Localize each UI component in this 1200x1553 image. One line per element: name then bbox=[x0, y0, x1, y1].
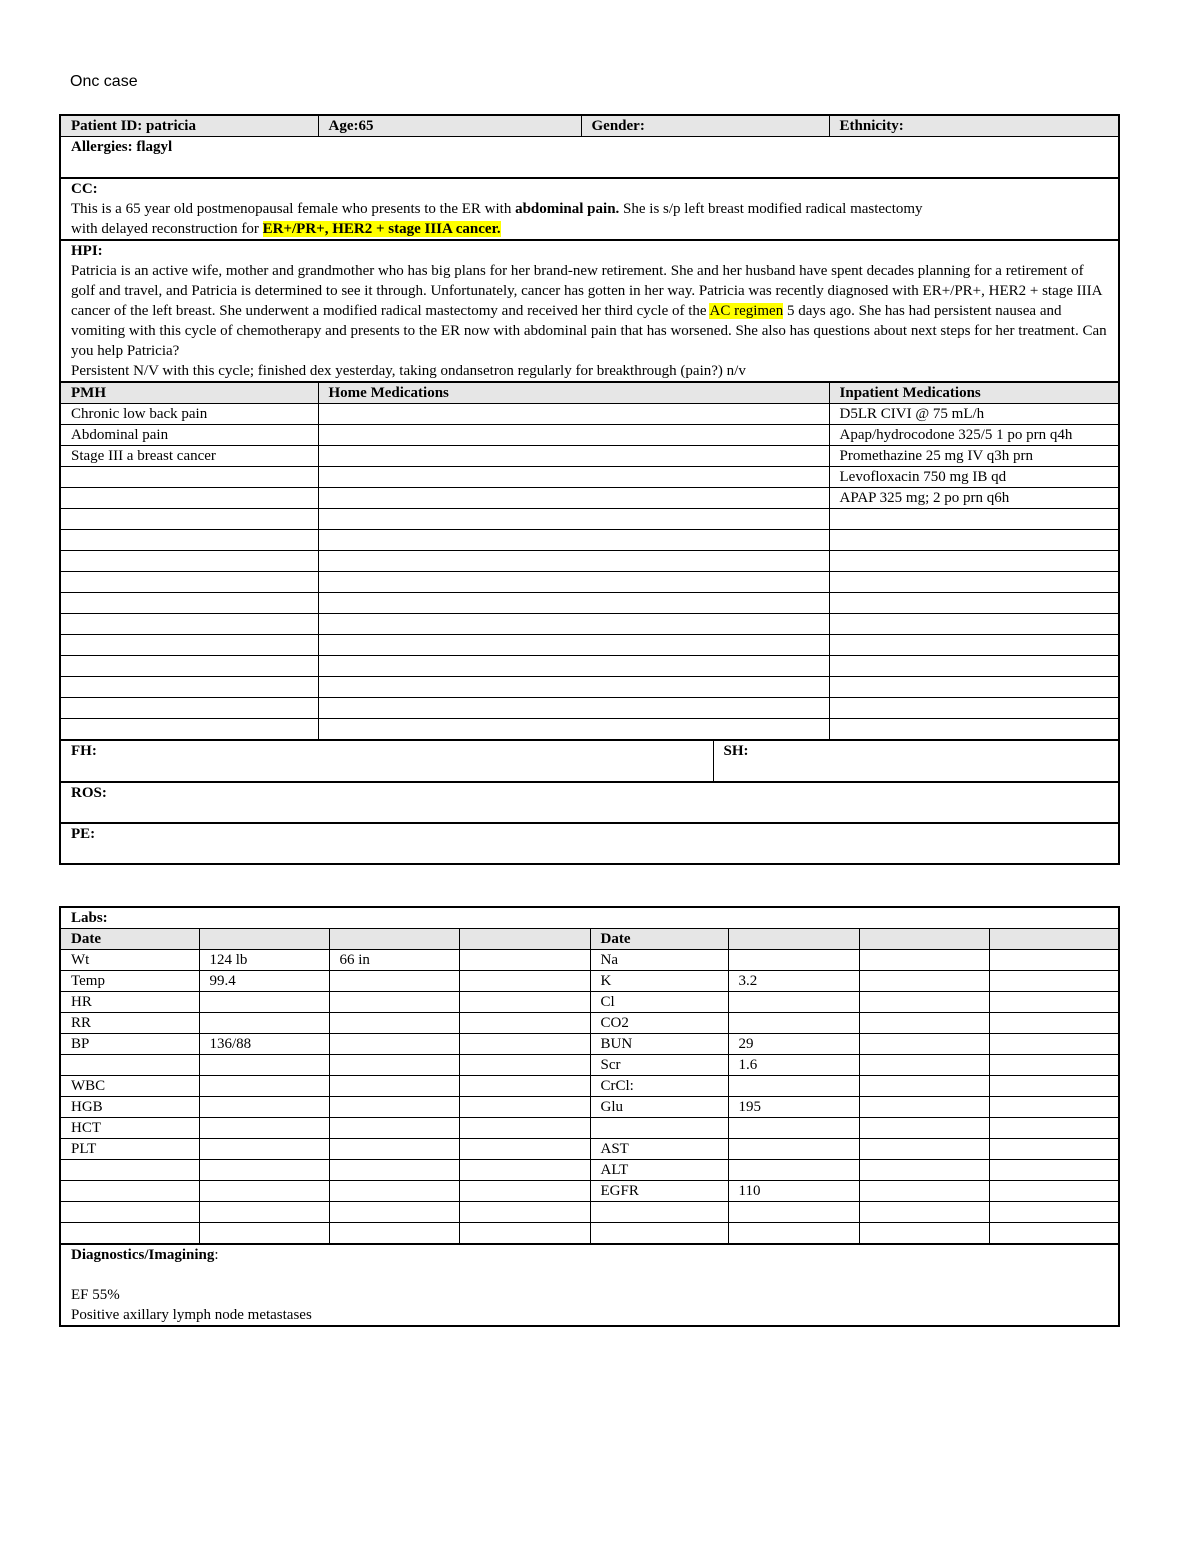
pmh-item: Chronic low back pain bbox=[60, 404, 318, 425]
lab-value-cell bbox=[859, 1097, 989, 1118]
inpatient-med-item bbox=[829, 614, 1119, 635]
hpi-label: HPI: bbox=[71, 243, 103, 259]
lab-value-cell bbox=[989, 1055, 1119, 1076]
lab-name-cell: Cl bbox=[590, 992, 728, 1013]
lab-value-cell bbox=[329, 971, 459, 992]
inpatient-med-item: Levofloxacin 750 mg IB qd bbox=[829, 467, 1119, 488]
inpatient-med-item: D5LR CIVI @ 75 mL/h bbox=[829, 404, 1119, 425]
hpi-highlight: AC regimen bbox=[709, 303, 784, 319]
labs-label-row bbox=[60, 907, 1119, 929]
lab-value-cell bbox=[329, 1013, 459, 1034]
lab-row bbox=[60, 1139, 1119, 1160]
lab-name-cell bbox=[60, 1181, 199, 1202]
pmh-item bbox=[60, 677, 318, 698]
diagnostics-label: Diagnostics/Imagining bbox=[71, 1247, 215, 1263]
lab-value-cell bbox=[989, 1097, 1119, 1118]
pmh-item bbox=[60, 509, 318, 530]
labs-rows bbox=[60, 950, 1119, 1245]
inpatient-med-item bbox=[829, 677, 1119, 698]
lab-value-cell bbox=[459, 950, 590, 971]
lab-value-cell: 124 lb bbox=[199, 950, 329, 971]
lab-value-cell bbox=[989, 1160, 1119, 1181]
lab-row bbox=[60, 971, 1119, 992]
date-cell bbox=[859, 929, 989, 950]
patient-header-row bbox=[60, 115, 1119, 137]
lab-value-cell bbox=[329, 1181, 459, 1202]
lab-value-cell bbox=[989, 1202, 1119, 1223]
meds-row bbox=[60, 488, 1119, 509]
cc-text-3: with delayed reconstruction for bbox=[71, 221, 263, 237]
meds-row bbox=[60, 446, 1119, 467]
meds-row bbox=[60, 467, 1119, 488]
lab-value-cell bbox=[199, 1181, 329, 1202]
lab-name-cell: Temp bbox=[60, 971, 199, 992]
lab-value-cell bbox=[859, 1160, 989, 1181]
patient-id: Patient ID: patricia bbox=[60, 115, 318, 137]
meds-row bbox=[60, 509, 1119, 530]
lab-row bbox=[60, 1055, 1119, 1076]
lab-value-cell bbox=[728, 1160, 859, 1181]
lab-name-cell: WBC bbox=[60, 1076, 199, 1097]
lab-value-cell bbox=[989, 1118, 1119, 1139]
lab-value-cell bbox=[459, 971, 590, 992]
lab-name-cell: Glu bbox=[590, 1097, 728, 1118]
meds-row bbox=[60, 698, 1119, 719]
date-cell bbox=[199, 929, 329, 950]
lab-value-cell: 66 in bbox=[329, 950, 459, 971]
diagnostics-line: EF 55% bbox=[71, 1287, 120, 1303]
lab-value-cell bbox=[728, 1076, 859, 1097]
lab-name-cell bbox=[60, 1223, 199, 1245]
pmh-item bbox=[60, 614, 318, 635]
lab-name-cell: BP bbox=[60, 1034, 199, 1055]
lab-name-cell: AST bbox=[590, 1139, 728, 1160]
lab-value-cell bbox=[728, 1223, 859, 1245]
home-med-item bbox=[318, 677, 829, 698]
lab-value-cell bbox=[859, 1076, 989, 1097]
pmh-item bbox=[60, 635, 318, 656]
lab-value-cell bbox=[199, 1076, 329, 1097]
lab-value-cell: 110 bbox=[728, 1181, 859, 1202]
lab-value-cell bbox=[859, 1118, 989, 1139]
cc-text-2: She is s/p left breast modified radical mastectomy bbox=[619, 201, 923, 217]
home-med-item bbox=[318, 488, 829, 509]
pmh-item bbox=[60, 593, 318, 614]
home-med-item bbox=[318, 530, 829, 551]
lab-value-cell bbox=[459, 1097, 590, 1118]
lab-row bbox=[60, 1202, 1119, 1223]
inpatient-med-item bbox=[829, 593, 1119, 614]
allergies: Allergies: flagyl bbox=[60, 137, 1119, 179]
allergies-row bbox=[60, 137, 1119, 179]
home-med-item bbox=[318, 656, 829, 677]
lab-value-cell: 3.2 bbox=[728, 971, 859, 992]
lab-name-cell: PLT bbox=[60, 1139, 199, 1160]
lab-row bbox=[60, 1181, 1119, 1202]
lab-name-cell: HR bbox=[60, 992, 199, 1013]
diagnostics-line: Positive axillary lymph node metastases bbox=[71, 1307, 312, 1323]
social-history: SH: bbox=[713, 740, 1119, 782]
date-cell bbox=[329, 929, 459, 950]
labs-table bbox=[59, 906, 1120, 1327]
cc-row bbox=[60, 178, 1119, 240]
meds-row bbox=[60, 635, 1119, 656]
lab-name-cell: ALT bbox=[590, 1160, 728, 1181]
lab-name-cell bbox=[60, 1202, 199, 1223]
lab-name-cell: HGB bbox=[60, 1097, 199, 1118]
lab-value-cell bbox=[459, 992, 590, 1013]
inpatient-med-item bbox=[829, 530, 1119, 551]
home-med-item bbox=[318, 551, 829, 572]
diagnostics-row bbox=[60, 1244, 1119, 1326]
hpi-text-2: 5 days ago. She has had persistent nausea and vomiting with this cycle of chemotherapy and presents to the ER now with abdominal pain that has worsened. She also has questions about next steps for her treatment. Can you help Patricia? bbox=[71, 303, 1107, 359]
lab-name-cell: CO2 bbox=[590, 1013, 728, 1034]
hpi-note: Persistent N/V with this cycle; finished dex yesterday, taking ondansetron regularly for breakthrough (pain?) n/v bbox=[71, 363, 746, 379]
meds-row bbox=[60, 404, 1119, 425]
lab-value-cell bbox=[859, 1181, 989, 1202]
pe-row bbox=[60, 823, 1119, 864]
pmh-item bbox=[60, 551, 318, 572]
patient-gender: Gender: bbox=[581, 115, 829, 137]
lab-row bbox=[60, 992, 1119, 1013]
lab-value-cell bbox=[329, 1097, 459, 1118]
family-history: FH: bbox=[60, 740, 713, 782]
meds-row bbox=[60, 719, 1119, 741]
meds-row bbox=[60, 614, 1119, 635]
lab-value-cell bbox=[199, 1160, 329, 1181]
home-meds-header: Home Medications bbox=[318, 382, 829, 404]
lab-value-cell bbox=[459, 1223, 590, 1245]
lab-value-cell bbox=[459, 1118, 590, 1139]
home-med-item bbox=[318, 425, 829, 446]
lab-value-cell bbox=[989, 1013, 1119, 1034]
lab-value-cell bbox=[859, 950, 989, 971]
labs-date-row bbox=[60, 929, 1119, 950]
diagnostics-imaging bbox=[60, 1244, 1119, 1326]
physical-exam: PE: bbox=[60, 823, 1119, 864]
home-med-item bbox=[318, 446, 829, 467]
meds-row bbox=[60, 530, 1119, 551]
meds-header-row bbox=[60, 382, 1119, 404]
pmh-item bbox=[60, 467, 318, 488]
inpatient-meds-header: Inpatient Medications bbox=[829, 382, 1119, 404]
lab-name-cell: EGFR bbox=[590, 1181, 728, 1202]
lab-value-cell bbox=[728, 1202, 859, 1223]
home-med-item bbox=[318, 614, 829, 635]
cc-bold: abdominal pain. bbox=[515, 201, 620, 217]
lab-value-cell bbox=[989, 950, 1119, 971]
inpatient-med-item bbox=[829, 635, 1119, 656]
pmh-item bbox=[60, 488, 318, 509]
cc-text: This is a 65 year old postmenopausal female who presents to the ER with bbox=[71, 201, 516, 217]
lab-value-cell bbox=[989, 971, 1119, 992]
review-of-systems: ROS: bbox=[60, 782, 1119, 823]
lab-value-cell bbox=[459, 1181, 590, 1202]
lab-value-cell bbox=[728, 1118, 859, 1139]
home-med-item bbox=[318, 572, 829, 593]
lab-value-cell bbox=[329, 1223, 459, 1245]
lab-value-cell: 29 bbox=[728, 1034, 859, 1055]
lab-name-cell bbox=[60, 1160, 199, 1181]
pmh-header: PMH bbox=[60, 382, 318, 404]
lab-value-cell bbox=[199, 1055, 329, 1076]
ros-row bbox=[60, 782, 1119, 823]
cc-highlight: ER+/PR+, HER2 + stage IIIA cancer. bbox=[262, 221, 501, 237]
page-title: Onc case bbox=[70, 73, 138, 90]
lab-value-cell bbox=[859, 1139, 989, 1160]
lab-value-cell bbox=[199, 1097, 329, 1118]
pmh-item bbox=[60, 698, 318, 719]
pmh-item bbox=[60, 530, 318, 551]
inpatient-med-item bbox=[829, 509, 1119, 530]
lab-value-cell bbox=[329, 1034, 459, 1055]
lab-row bbox=[60, 1118, 1119, 1139]
pmh-item bbox=[60, 572, 318, 593]
hpi bbox=[60, 240, 1119, 382]
labs-label: Labs: bbox=[60, 907, 1119, 929]
lab-value-cell bbox=[459, 1013, 590, 1034]
lab-value-cell bbox=[199, 1013, 329, 1034]
lab-name-cell: K bbox=[590, 971, 728, 992]
lab-row bbox=[60, 950, 1119, 971]
lab-row bbox=[60, 1097, 1119, 1118]
lab-row bbox=[60, 1160, 1119, 1181]
lab-value-cell bbox=[459, 1055, 590, 1076]
inpatient-med-item bbox=[829, 572, 1119, 593]
date-cell bbox=[459, 929, 590, 950]
fh-sh-row bbox=[60, 740, 1119, 782]
lab-name-cell bbox=[60, 1055, 199, 1076]
lab-value-cell bbox=[459, 1139, 590, 1160]
chem-date-header: Date bbox=[590, 929, 728, 950]
lab-value-cell bbox=[859, 1055, 989, 1076]
lab-value-cell bbox=[329, 1202, 459, 1223]
pmh-item bbox=[60, 656, 318, 677]
lab-name-cell: BUN bbox=[590, 1034, 728, 1055]
lab-value-cell bbox=[329, 992, 459, 1013]
lab-value-cell bbox=[329, 1055, 459, 1076]
meds-row bbox=[60, 551, 1119, 572]
hpi-text: Patricia is an active wife, mother and grandmother who has big plans for her brand-new retirement. She and her husband have spent decades planning for a retirement of golf and travel, and Patricia is determined to see it through. Unfortunately, cancer has gotten in her way. Patricia was recently diagnosed with ER+/PR+, HER2 + stage IIIA cancer of the left breast. She underwent a modified radical mastectomy and received her third cycle of the bbox=[71, 263, 1102, 319]
lab-value-cell bbox=[459, 1076, 590, 1097]
home-med-item bbox=[318, 509, 829, 530]
lab-row bbox=[60, 1223, 1119, 1245]
meds-row bbox=[60, 656, 1119, 677]
lab-name-cell bbox=[590, 1223, 728, 1245]
home-med-item bbox=[318, 698, 829, 719]
lab-value-cell bbox=[859, 992, 989, 1013]
vitals-date-header: Date bbox=[60, 929, 199, 950]
lab-value-cell: 99.4 bbox=[199, 971, 329, 992]
inpatient-med-item: Apap/hydrocodone 325/5 1 po prn q4h bbox=[829, 425, 1119, 446]
lab-value-cell bbox=[199, 1223, 329, 1245]
inpatient-med-item bbox=[829, 698, 1119, 719]
pmh-item: Stage III a breast cancer bbox=[60, 446, 318, 467]
lab-name-cell bbox=[590, 1202, 728, 1223]
lab-value-cell bbox=[199, 992, 329, 1013]
lab-value-cell bbox=[199, 1202, 329, 1223]
meds-row bbox=[60, 593, 1119, 614]
lab-value-cell bbox=[989, 1139, 1119, 1160]
lab-value-cell bbox=[329, 1118, 459, 1139]
inpatient-med-item bbox=[829, 551, 1119, 572]
lab-value-cell bbox=[329, 1076, 459, 1097]
pmh-item: Abdominal pain bbox=[60, 425, 318, 446]
lab-value-cell: 195 bbox=[728, 1097, 859, 1118]
lab-name-cell: Scr bbox=[590, 1055, 728, 1076]
lab-value-cell bbox=[459, 1034, 590, 1055]
lab-name-cell bbox=[590, 1118, 728, 1139]
patient-age: Age:65 bbox=[318, 115, 581, 137]
lab-row bbox=[60, 1076, 1119, 1097]
lab-value-cell bbox=[989, 1034, 1119, 1055]
lab-value-cell bbox=[728, 1013, 859, 1034]
cc-label: CC: bbox=[71, 181, 98, 197]
lab-value-cell bbox=[859, 1034, 989, 1055]
lab-value-cell bbox=[859, 1202, 989, 1223]
lab-value-cell bbox=[199, 1139, 329, 1160]
inpatient-med-item: Promethazine 25 mg IV q3h prn bbox=[829, 446, 1119, 467]
lab-value-cell bbox=[989, 992, 1119, 1013]
lab-value-cell: 1.6 bbox=[728, 1055, 859, 1076]
chief-complaint bbox=[60, 178, 1119, 240]
lab-value-cell bbox=[459, 1202, 590, 1223]
inpatient-med-item bbox=[829, 719, 1119, 741]
lab-value-cell bbox=[989, 1223, 1119, 1245]
lab-value-cell bbox=[859, 1013, 989, 1034]
lab-value-cell bbox=[728, 1139, 859, 1160]
lab-value-cell bbox=[728, 992, 859, 1013]
lab-value-cell bbox=[989, 1076, 1119, 1097]
lab-value-cell bbox=[989, 1181, 1119, 1202]
lab-value-cell bbox=[329, 1160, 459, 1181]
lab-row bbox=[60, 1034, 1119, 1055]
hpi-row bbox=[60, 240, 1119, 382]
lab-value-cell bbox=[329, 1139, 459, 1160]
lab-value-cell bbox=[859, 1223, 989, 1245]
inpatient-med-item bbox=[829, 656, 1119, 677]
lab-value-cell bbox=[459, 1160, 590, 1181]
pmh-item bbox=[60, 719, 318, 741]
date-cell bbox=[728, 929, 859, 950]
home-med-item bbox=[318, 635, 829, 656]
lab-value-cell bbox=[199, 1118, 329, 1139]
lab-value-cell bbox=[859, 971, 989, 992]
home-med-item bbox=[318, 404, 829, 425]
lab-value-cell: 136/88 bbox=[199, 1034, 329, 1055]
lab-name-cell: Na bbox=[590, 950, 728, 971]
lab-row bbox=[60, 1013, 1119, 1034]
lab-name-cell: Wt bbox=[60, 950, 199, 971]
inpatient-med-item: APAP 325 mg; 2 po prn q6h bbox=[829, 488, 1119, 509]
lab-name-cell: RR bbox=[60, 1013, 199, 1034]
lab-name-cell: HCT bbox=[60, 1118, 199, 1139]
home-med-item bbox=[318, 467, 829, 488]
date-cell bbox=[989, 929, 1119, 950]
meds-row bbox=[60, 425, 1119, 446]
meds-row bbox=[60, 572, 1119, 593]
patient-ethnicity: Ethnicity: bbox=[829, 115, 1119, 137]
diagnostics-colon: : bbox=[214, 1247, 219, 1263]
lab-value-cell bbox=[728, 950, 859, 971]
home-med-item bbox=[318, 593, 829, 614]
home-med-item bbox=[318, 719, 829, 741]
lab-name-cell: CrCl: bbox=[590, 1076, 728, 1097]
meds-row bbox=[60, 677, 1119, 698]
patient-case-table bbox=[59, 114, 1120, 865]
